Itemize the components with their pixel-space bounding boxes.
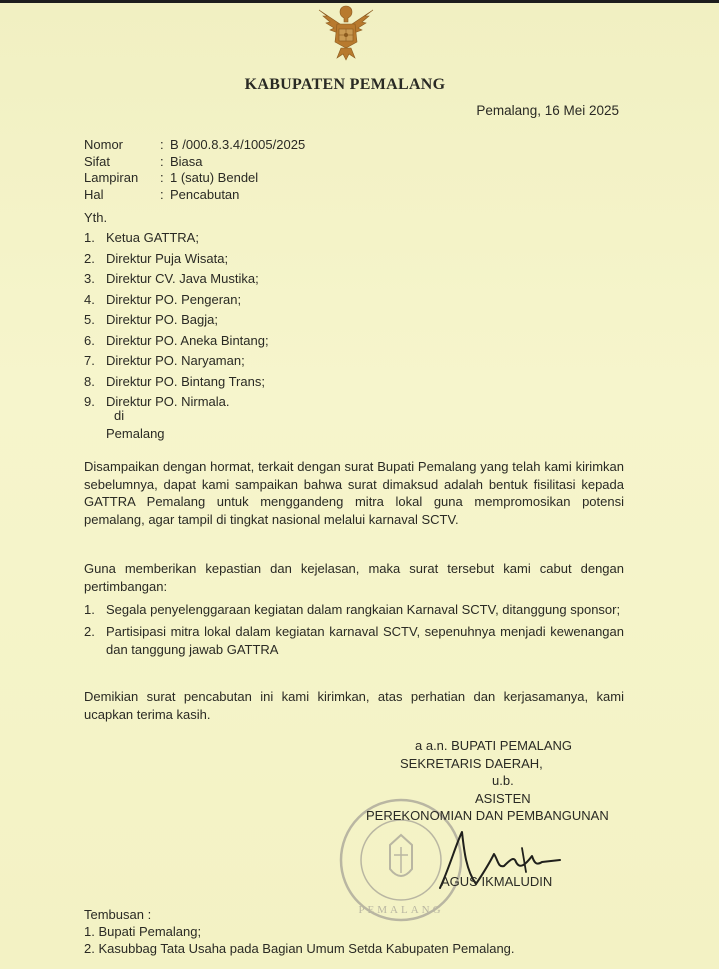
meta-colon: : xyxy=(160,137,164,152)
signature-line: a a.n. BUPATI PEMALANG xyxy=(415,738,573,753)
address-di: di xyxy=(114,408,125,423)
address-city: Pemalang xyxy=(106,426,165,441)
body-paragraph-2: Guna memberikan kepastian dan kejelasan, maka surat tersebut kami cabut dengan pertimbangan: xyxy=(84,561,624,594)
signature-block xyxy=(360,737,650,825)
meta-value: B /000.8.3.4/1005/2025 xyxy=(170,137,306,152)
consideration-list xyxy=(84,601,624,663)
salutation: Yth. xyxy=(84,210,108,225)
recipient-list xyxy=(84,230,269,415)
list-item: 1. Ketua GATTRA; xyxy=(84,230,199,245)
place-date: Pemalang, 16 Mei 2025 xyxy=(476,103,619,118)
meta-row-hal xyxy=(84,187,305,204)
meta-colon: : xyxy=(160,186,164,202)
list-item: 4. Direktur PO. Pengeran; xyxy=(84,291,242,307)
signatory-name: AGUS IKMALUDIN xyxy=(441,874,553,889)
stamp-text: PEMALANG xyxy=(358,904,444,916)
tembusan-title: Tembusan : xyxy=(84,907,152,922)
list-item: 6. Direktur PO. Aneka Bintang; xyxy=(84,332,269,348)
meta-row-lampiran xyxy=(84,170,305,187)
body-paragraph-1: Disampaikan dengan hormat, terkait dengan surat Bupati Pemalang yang telah kami kirimkan sebelumnya, dapat kami sampaikan bahwa surat dimaksud adalah bentuk fisilitasi kepada GATTRA Pemalang untuk menggandeng mitra lokal guna mempromosikan potensi pemalang, agar tampil di tingkat nasional melalui karnaval SCTV. xyxy=(84,459,624,527)
list-item: 3. Direktur CV. Java Mustika; xyxy=(84,271,259,286)
signature-line: SEKRETARIS DAERAH, xyxy=(400,755,543,771)
meta-value: Pencabutan xyxy=(170,186,240,202)
list-item: 5. Direktur PO. Bagja; xyxy=(84,312,218,327)
list-item: 2. Direktur Puja Wisata; xyxy=(84,250,229,266)
list-item: 2. Partisipasi mitra lokal dalam kegiatan karnaval SCTV, sepenuhnya menjadi kewenangan dan tanggung jawab GATTRA xyxy=(84,623,624,657)
tembusan xyxy=(84,906,515,957)
list-item: 7. Direktur PO. Naryaman; xyxy=(84,353,245,368)
regency-title: KABUPATEN PEMALANG xyxy=(244,76,446,93)
meta-key: Lampiran xyxy=(84,170,139,185)
list-item: 2. Kasubbag Tata Usaha pada Bagian Umum Setda Kabupaten Pemalang. xyxy=(84,941,515,956)
meta-key: Nomor xyxy=(84,137,124,152)
meta-colon: : xyxy=(160,170,164,185)
list-item: 9. Direktur PO. Nirmala. xyxy=(84,394,230,409)
meta-value: 1 (satu) Bendel xyxy=(170,170,259,185)
meta-key: Sifat xyxy=(84,153,111,169)
garuda-emblem-icon xyxy=(313,2,379,64)
signature-line: u.b. xyxy=(492,773,514,788)
list-item: 8. Direktur PO. Bintang Trans; xyxy=(84,373,265,389)
meta-colon: : xyxy=(160,153,164,169)
meta-row-sifat xyxy=(84,154,305,171)
signature-line: PEREKONOMIAN DAN PEMBANGUNAN xyxy=(366,808,609,823)
signature-line: ASISTEN xyxy=(475,790,531,806)
meta-key: Hal xyxy=(84,186,104,202)
closing-paragraph: Demikian surat pencabutan ini kami kirimkan, atas perhatian dan kerjasamanya, kami ucapkan terima kasih. xyxy=(84,689,624,722)
letter-meta xyxy=(84,137,305,203)
list-item: 1. Bupati Pemalang; xyxy=(84,924,202,939)
meta-value: Biasa xyxy=(170,153,203,169)
list-item: 1. Segala penyelenggaraan kegiatan dalam rangkaian Karnaval SCTV, ditanggung sponsor; xyxy=(84,602,621,617)
meta-row-nomor xyxy=(84,137,305,154)
